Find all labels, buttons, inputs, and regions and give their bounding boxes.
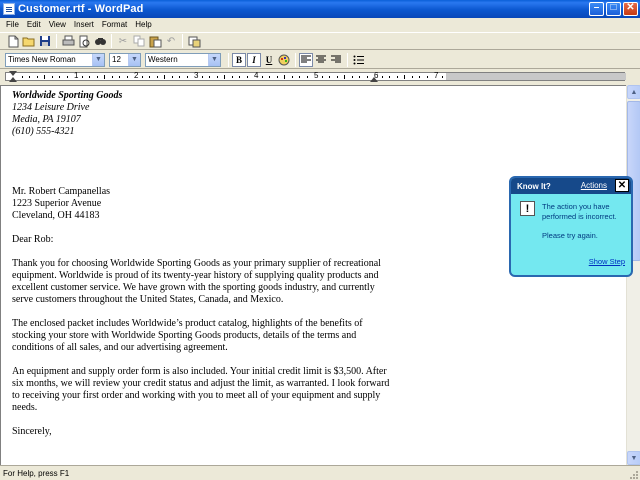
format-toolbar: [0, 51, 640, 69]
ruler-track: [5, 72, 625, 81]
ruler-mark: [284, 75, 285, 79]
ruler-mark: [307, 76, 308, 78]
paragraph-1: [12, 258, 392, 306]
recipient-address1: 1223 Superior Avenue: [12, 198, 102, 209]
ruler-mark: [239, 76, 240, 78]
chevron-down-icon[interactable]: ▼: [128, 54, 140, 66]
ruler-mark: [22, 76, 23, 78]
minimize-icon: –: [593, 2, 600, 13]
ruler-number: 3: [194, 71, 199, 80]
recipient-name: Mr. Robert Campanellas: [12, 186, 111, 197]
ruler-number: 5: [314, 71, 319, 80]
ruler-mark: [232, 76, 233, 78]
copy-button[interactable]: [131, 34, 147, 49]
find-button[interactable]: [92, 34, 108, 49]
print-preview-button[interactable]: [76, 34, 92, 49]
ruler-mark: [187, 76, 188, 78]
window-title: Customer.rtf - WordPad: [18, 3, 144, 15]
paragraph-line: serve customers throughout the United States, Canada, and Mexico.: [12, 294, 284, 305]
ruler-number: 4: [254, 71, 259, 80]
ruler-mark: [367, 76, 368, 78]
ruler-mark: [382, 76, 383, 78]
letterhead-phone: (610) 555-4321: [12, 126, 75, 137]
wordpad-app-icon[interactable]: [3, 3, 15, 15]
menu-help[interactable]: Help: [135, 20, 152, 29]
ruler-mark: [157, 76, 158, 78]
close-icon: ✕: [617, 180, 627, 191]
align-left-icon: [301, 55, 311, 64]
close-button[interactable]: [623, 2, 638, 16]
toolbar-separator: [182, 34, 183, 48]
font-name-value: Times New Roman: [8, 55, 76, 64]
ruler-mark: [97, 76, 98, 78]
ruler-mark: [299, 76, 300, 78]
save-button[interactable]: [37, 34, 53, 49]
save-icon: [39, 35, 51, 47]
copy-icon: [133, 35, 146, 47]
ruler-mark: [217, 76, 218, 78]
paragraph-line: six months, we will review your credit status and adjust the limit, as warranted. I look forward: [12, 378, 390, 389]
letterhead-address1: 1234 Leisure Drive: [12, 102, 90, 113]
bold-button[interactable]: B: [232, 53, 246, 67]
ruler-mark: [52, 76, 53, 78]
script-value: Western: [148, 55, 178, 64]
italic-button[interactable]: I: [247, 53, 261, 67]
ruler-mark: [127, 76, 128, 78]
ruler[interactable]: [0, 71, 640, 84]
closing: Sincerely,: [12, 426, 52, 437]
know-it-popup: [509, 176, 633, 277]
menu-insert[interactable]: Insert: [73, 20, 94, 29]
ruler-mark: [247, 76, 248, 78]
paragraph-line: Thank you for choosing Worldwide Sporting Goods as your primary supplier of recreational: [12, 258, 381, 269]
exclamation-icon: !: [520, 201, 535, 216]
toolbar-separator: [56, 34, 57, 48]
insert-datetime-icon: [188, 35, 201, 48]
window-controls: [589, 2, 638, 16]
cut-button[interactable]: [115, 34, 131, 49]
document-content[interactable]: [12, 90, 392, 438]
ruler-mark: [44, 75, 45, 79]
recipient-address2: Cleveland, OH 44183: [12, 210, 100, 221]
paragraph-line: The enclosed packet includes Worldwide’s product catalog, highlights of the benefits of: [12, 318, 363, 329]
find-icon: [94, 35, 107, 47]
print-icon: [62, 35, 75, 47]
ruler-mark: [209, 76, 210, 78]
paragraph-line: to receiving your first order and working with you to meet all of your equipment and supply: [12, 390, 381, 401]
ruler-mark: [172, 76, 173, 78]
know-it-title: Know It?: [517, 181, 551, 191]
paragraph-line: needs.: [12, 402, 38, 413]
title-bar[interactable]: [0, 0, 640, 18]
font-name-dropdown[interactable]: [5, 53, 105, 67]
ruler-mark: [442, 76, 443, 78]
bullets-icon: [353, 55, 364, 65]
status-text: For Help, press F1: [3, 468, 70, 478]
cut-icon: ✂: [118, 35, 128, 47]
right-indent-marker[interactable]: [370, 77, 378, 82]
align-right-button[interactable]: [329, 53, 343, 67]
spacer: [12, 138, 392, 186]
underline-button[interactable]: U: [265, 54, 273, 65]
resize-grip-icon[interactable]: [628, 469, 638, 479]
paragraph-3: [12, 366, 392, 414]
ruler-mark: [67, 76, 68, 78]
ruler-mark: [112, 76, 113, 78]
retry-message: Please try again.: [542, 231, 598, 240]
salutation: [12, 234, 392, 246]
ruler-mark: [224, 75, 225, 79]
undo-button[interactable]: [163, 34, 179, 49]
toolbar-separator: [228, 53, 229, 67]
scroll-up-button[interactable]: [627, 85, 640, 99]
align-center-icon: [316, 55, 326, 64]
print-preview-icon: [78, 35, 91, 48]
toolbar-separator: [295, 53, 296, 67]
menu-bar: [0, 18, 640, 31]
ruler-mark: [164, 75, 165, 79]
ruler-mark: [59, 76, 60, 78]
paragraph-line: excellent customer service. We have grown with the sporting goods industry, and currently: [12, 282, 375, 293]
new-icon: [7, 35, 19, 48]
ruler-margin-shade: [446, 73, 626, 80]
script-dropdown[interactable]: [145, 53, 221, 67]
left-indent-marker[interactable]: [9, 77, 17, 82]
chevron-down-icon: ▼: [630, 454, 638, 462]
toolbar-separator: [111, 34, 112, 48]
show-step-link[interactable]: Show Step: [588, 257, 625, 266]
paragraph-line: stocking your store with Worldwide Sporting Goods products, details of the terms and: [12, 330, 357, 341]
ruler-mark: [412, 76, 413, 78]
ruler-mark: [419, 76, 420, 78]
insert-datetime-button[interactable]: [186, 34, 202, 49]
undo-icon: ↶: [166, 35, 176, 47]
open-button[interactable]: [21, 34, 37, 49]
error-message: The action you have performed is incorrect.: [542, 202, 617, 221]
close-icon: ✕: [626, 2, 635, 13]
ruler-mark: [329, 76, 330, 78]
letterhead-address2: Media, PA 19107: [12, 114, 81, 125]
maximize-button[interactable]: [606, 2, 621, 16]
open-icon: [22, 35, 36, 47]
maximize-icon: □: [610, 2, 617, 13]
menu-file[interactable]: File: [6, 20, 19, 29]
new-button[interactable]: [5, 34, 21, 49]
ruler-number: 2: [134, 71, 139, 80]
ruler-mark: [352, 76, 353, 78]
ruler-mark: [277, 76, 278, 78]
align-right-icon: [331, 55, 341, 64]
paste-icon: [149, 35, 162, 48]
status-bar: [0, 465, 640, 480]
ruler-mark: [269, 76, 270, 78]
paragraph-line: conditions of all sales, and our advertising agreement.: [12, 342, 228, 353]
salutation-text: Dear Rob:: [12, 234, 54, 245]
ruler-mark: [89, 76, 90, 78]
bullets-button[interactable]: [351, 53, 365, 67]
font-size-dropdown[interactable]: [109, 53, 141, 67]
font-size-value: 12: [112, 55, 121, 64]
ruler-number: 6: [374, 71, 379, 80]
color-button[interactable]: [277, 53, 291, 67]
print-button[interactable]: [60, 34, 76, 49]
ruler-mark: [262, 76, 263, 78]
ruler-mark: [179, 76, 180, 78]
chevron-down-icon[interactable]: ▼: [92, 54, 104, 66]
spacer: [12, 222, 392, 234]
ruler-number: 7: [434, 71, 439, 80]
paragraph-2: [12, 318, 392, 354]
toolbar-separator: [347, 53, 348, 67]
paste-button[interactable]: [147, 34, 163, 49]
ruler-mark: [404, 75, 405, 79]
align-center-button[interactable]: [314, 53, 328, 67]
menu-edit[interactable]: Edit: [26, 20, 41, 29]
paragraph-line: equipment. Worldwide is proud of its twenty-year history of supplying quality products and: [12, 270, 379, 281]
ruler-mark: [149, 76, 150, 78]
color-palette-icon: [278, 54, 290, 66]
ruler-mark: [119, 76, 120, 78]
menu-view[interactable]: View: [48, 20, 66, 29]
ruler-mark: [389, 76, 390, 78]
standard-toolbar: [0, 32, 640, 50]
ruler-mark: [292, 76, 293, 78]
ruler-mark: [37, 76, 38, 78]
ruler-mark: [82, 76, 83, 78]
ruler-mark: [359, 76, 360, 78]
scroll-down-button[interactable]: [627, 451, 640, 465]
ruler-mark: [29, 76, 30, 78]
letterhead-company: Worldwide Sporting Goods: [12, 90, 123, 101]
ruler-mark: [337, 76, 338, 78]
ruler-mark: [427, 76, 428, 78]
menu-format[interactable]: Format: [101, 20, 128, 29]
ruler-mark: [397, 76, 398, 78]
ruler-mark: [104, 75, 105, 79]
ruler-mark: [142, 76, 143, 78]
chevron-down-icon[interactable]: ▼: [208, 54, 220, 66]
know-it-header: [511, 178, 631, 194]
minimize-button[interactable]: [589, 2, 604, 16]
know-it-body: [511, 194, 631, 275]
ruler-mark: [344, 75, 345, 79]
first-line-indent-marker[interactable]: [9, 71, 17, 76]
align-left-button[interactable]: [299, 53, 313, 67]
ruler-mark: [322, 76, 323, 78]
actions-link[interactable]: Actions: [580, 181, 607, 190]
ruler-mark: [202, 76, 203, 78]
know-it-close-button[interactable]: [615, 179, 629, 192]
paragraph-line: An equipment and supply order form is also included. Your initial credit limit is $3,500. After: [12, 366, 387, 377]
chevron-up-icon: ▲: [630, 88, 638, 96]
ruler-number: 1: [74, 71, 79, 80]
